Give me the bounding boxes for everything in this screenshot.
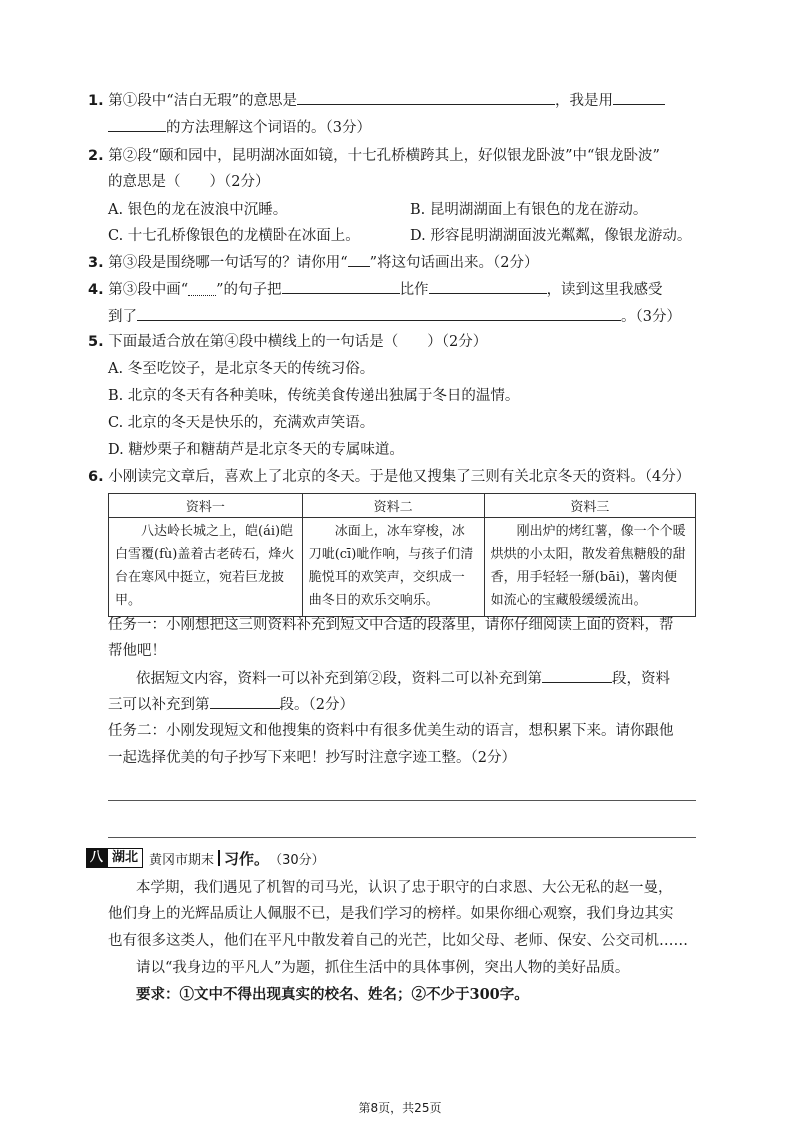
section8-province: 湖北 [107, 848, 143, 868]
q4-text-a: 第③段中画“ [108, 282, 189, 298]
q1-text-a: 第①段中“洁白无瑕”的意思是 [108, 93, 298, 109]
material-2-cell: 冰面上，冰车穿梭，冰刀呲(cī)呲作响，与孩子们清脆悦耳的欢笑声，交织成一曲冬日的欢乐交响乐。 [302, 518, 484, 617]
essay-requirement: 要求：①文中不得出现真实的校名、姓名；②不少于300字。 [136, 986, 529, 1003]
q1-blank-meaning[interactable] [297, 90, 555, 105]
task1-line1: 任务一：小刚想把这三则资料补充到短文中合适的段落里，请你仔细阅读上面的资料，帮 [108, 617, 674, 633]
task1-line4 [108, 694, 354, 715]
q2-line2: 的意思是（ ）（2分） [108, 174, 270, 190]
task2-line1: 任务二：小刚发现短文和他搜集的资料中有很多优美生动的语言，想积累下来。请你跟他 [108, 723, 674, 739]
task1-line2: 帮他吧！ [108, 643, 166, 659]
q5-line1 [88, 332, 487, 352]
q1-line2 [108, 117, 371, 138]
q4-text-d: ，读到这里我感受 [546, 282, 663, 298]
table-row [109, 518, 696, 617]
q1-text-c: 的方法理解这个词语的。（3分） [166, 120, 371, 136]
q4-text-e: 到了 [108, 309, 137, 325]
q3-text-b: ”将这句话画出来。（2分） [369, 255, 539, 271]
task1-blank-material3[interactable] [210, 694, 280, 709]
table-header-2: 资料二 [302, 494, 484, 518]
q3-text-a: 第③段是围绕哪一句话写的？请你用“ [108, 255, 348, 271]
q1-blank-method-a[interactable] [613, 90, 665, 105]
table-header-1: 资料一 [109, 494, 303, 518]
q3-number: 3. [88, 255, 104, 271]
q5-option-d[interactable]: D. 糖炒栗子和糖葫芦是北京冬天的专属味道。 [108, 442, 404, 458]
q3-line [88, 252, 539, 273]
q5-option-a[interactable]: A. 冬至吃饺子，是北京冬天的传统习俗。 [108, 361, 375, 377]
task1-line3 [136, 668, 670, 689]
q1-line1 [88, 90, 665, 111]
q2-stem: 第②段“颐和园中，昆明湖冰面如镜，十七孔桥横跨其上，好似银龙卧波”中“银龙卧波” [108, 148, 660, 164]
q3-underline-mark [348, 252, 370, 267]
q1-number: 1. [88, 93, 104, 109]
q4-number: 4. [88, 282, 104, 298]
task1-blank-material2[interactable] [542, 668, 612, 683]
q2-number: 2. [88, 148, 104, 164]
q4-text-c: 比作 [399, 282, 429, 298]
section8-number: 八 [86, 848, 107, 868]
q4-line1 [88, 279, 663, 300]
essay-para1-line1: 本学期，我们遇见了机智的司马光，认识了忠于职守的白求恩、大公无私的赵一曼， [136, 880, 673, 896]
essay-para1-line3: 也有很多这类人，他们在平凡中散发着自己的光芒，比如父母、老师、保安、公交司机…… [108, 933, 688, 949]
section8-header [86, 847, 325, 869]
q4-line2 [108, 306, 681, 327]
task1-text-d: 段。（2分） [279, 697, 354, 713]
section8-score: （30分） [269, 852, 325, 868]
material-3-cell: 刚出炉的烤红薯，像一个个暖烘烘的小太阳，散发着焦糖般的甜香，用手轻轻一掰(bāi)，薯肉便如流心的宝藏般缓缓流出。 [484, 518, 695, 617]
q5-stem: 下面最适合放在第④段中横线上的一句话是（ ）（2分） [108, 334, 488, 350]
page-footer: 第8页，共25页 [358, 1101, 442, 1115]
task2-writing-line-1[interactable] [108, 800, 696, 801]
section8-title: 习作。 [224, 849, 270, 868]
q2-option-d[interactable]: D. 形容昆明湖湖面波光粼粼，像银龙游动。 [410, 228, 692, 244]
q4-wavy-mark [188, 285, 216, 296]
q5-option-b[interactable]: B. 北京的冬天有各种美味，传统美食传递出独属于冬日的温情。 [108, 388, 520, 404]
essay-para2: 请以“我身边的平凡人”为题，抓住生活中的具体事例，突出人物的美好品质。 [136, 960, 630, 976]
task1-text-a: 依据短文内容，资料一可以补充到第②段，资料二可以补充到第 [136, 671, 542, 687]
table-header-3: 资料三 [484, 494, 695, 518]
q6-line1 [88, 467, 690, 487]
task1-text-b: 段，资料 [612, 671, 670, 687]
q4-blank-feeling[interactable] [137, 306, 621, 321]
materials-table [108, 493, 696, 617]
task2-writing-line-2[interactable] [108, 837, 696, 838]
section8-divider [218, 850, 220, 866]
q6-stem: 小刚读完文章后，喜欢上了北京的冬天。于是他又搜集了三则有关北京冬天的资料。（4分） [108, 469, 691, 485]
q2-option-a[interactable]: A. 银色的龙在波浪中沉睡。 [108, 202, 288, 218]
q4-text-b: ”的句子把 [216, 282, 282, 298]
q4-blank-metaphor[interactable] [429, 279, 547, 294]
q1-text-b: ，我是用 [555, 93, 614, 109]
q2-option-c[interactable]: C. 十七孔桥像银色的龙横卧在冰面上。 [108, 228, 360, 244]
section8-source: 黄冈市期末 [149, 852, 215, 868]
table-header-row [109, 494, 696, 518]
q1-blank-method-b[interactable] [108, 117, 166, 132]
q6-number: 6. [88, 469, 104, 485]
material-1-cell: 八达岭长城之上，皑(ái)皑白雪覆(fù)盖着古老砖石，烽火台在寒风中挺立，宛若巨龙披甲。 [109, 518, 303, 617]
q4-blank-subject[interactable] [282, 279, 400, 294]
q2-line1 [88, 146, 660, 166]
q5-option-c[interactable]: C. 北京的冬天是快乐的，充满欢声笑语。 [108, 415, 375, 431]
q5-number: 5. [88, 334, 104, 350]
q2-option-b[interactable]: B. 昆明湖湖面上有银色的龙在游动。 [410, 202, 648, 218]
q4-text-f: 。（3分） [621, 309, 681, 325]
essay-para1-line2: 他们身上的光辉品质让人佩服不已，是我们学习的榜样。如果你细心观察，我们身边其实 [108, 906, 674, 922]
task2-line2: 一起选择优美的句子抄写下来吧！抄写时注意字迹工整。（2分） [108, 750, 516, 766]
task1-text-c: 三可以补充到第 [108, 697, 210, 713]
